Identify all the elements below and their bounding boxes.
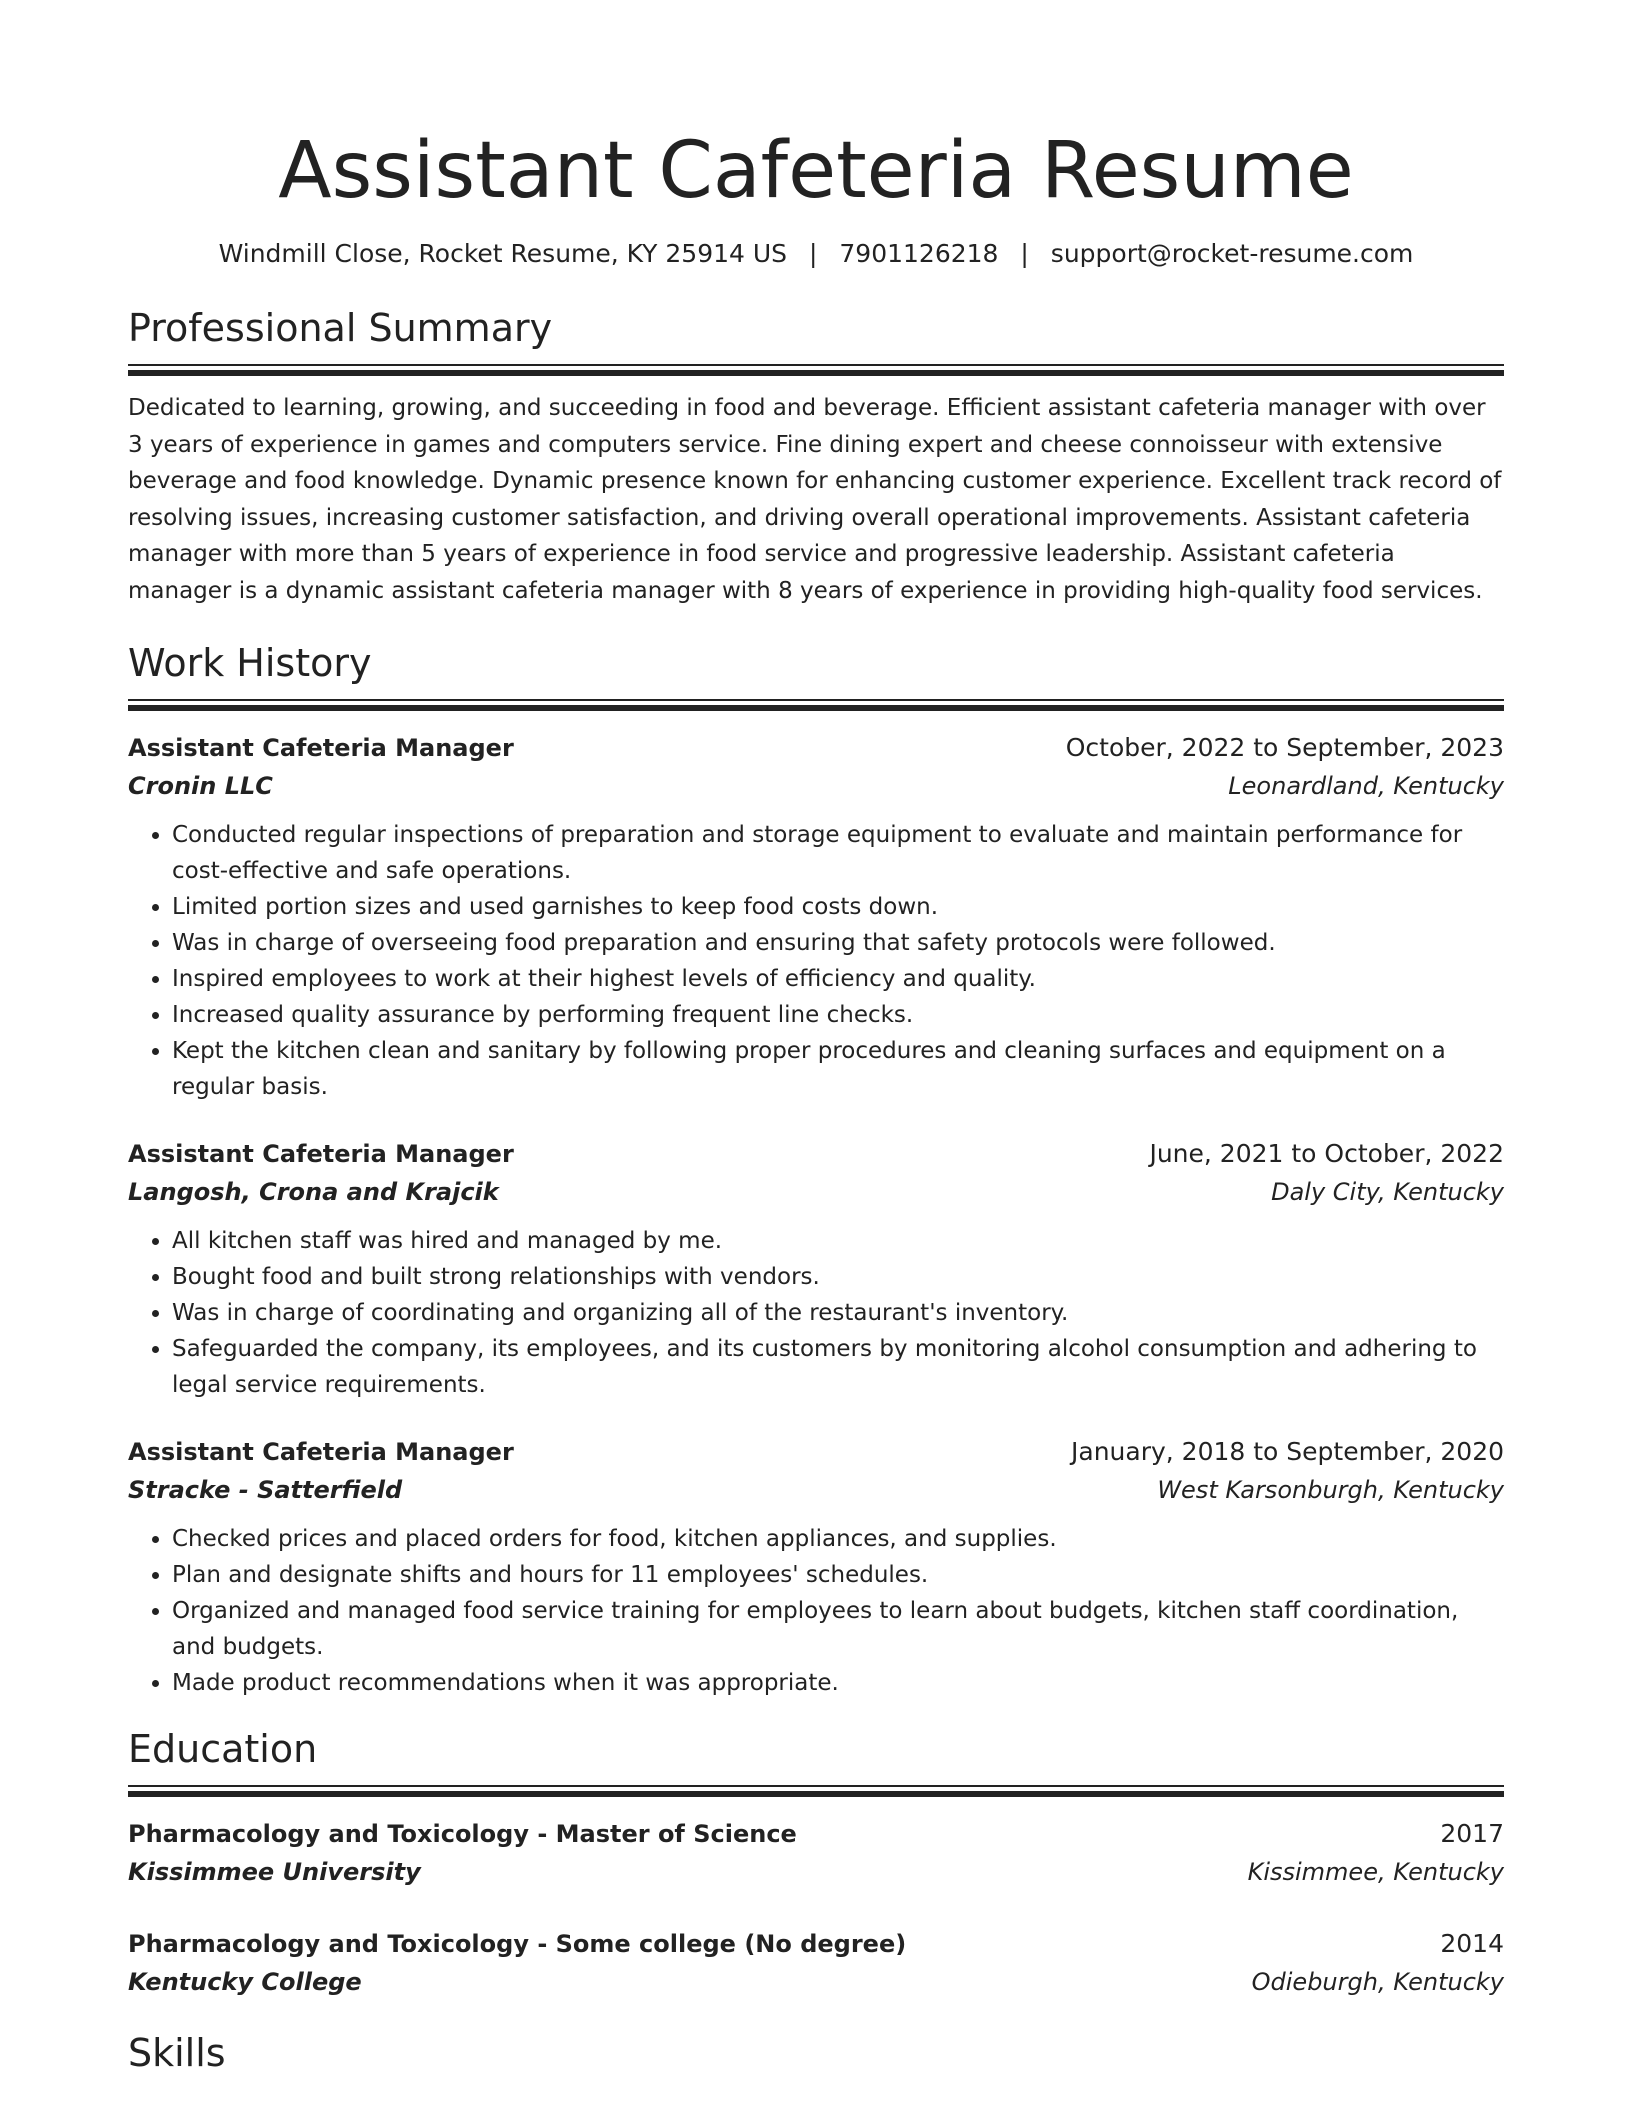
contact-separator: | bbox=[809, 239, 818, 268]
list-item: • Limited portion sizes and used garnishes to keep food costs down. bbox=[172, 889, 1504, 925]
job-title: Assistant Cafeteria Manager bbox=[128, 1140, 514, 1168]
education-subheader-row bbox=[128, 1853, 1504, 1891]
education-location: Odieburgh, Kentucky bbox=[1251, 1968, 1504, 1996]
job-title: Assistant Cafeteria Manager bbox=[128, 1438, 514, 1466]
job-header-row bbox=[128, 1433, 1504, 1471]
section-title-skills: Skills bbox=[128, 2031, 226, 2075]
job-subheader-row bbox=[128, 1471, 1504, 1509]
job-dates: October, 2022 to September, 2023 bbox=[1065, 733, 1504, 762]
contact-address: Windmill Close, Rocket Resume, KY 25914 US bbox=[218, 239, 788, 268]
job-bullets bbox=[128, 1223, 1504, 1403]
job-company: Cronin LLC bbox=[128, 772, 273, 800]
contact-email: support@rocket-resume.com bbox=[1050, 239, 1414, 268]
job-header-row bbox=[128, 1135, 1504, 1173]
job-entry bbox=[128, 1433, 1504, 1701]
list-item: • Made product recommendations when it was appropriate. bbox=[172, 1665, 1504, 1701]
job-bullets bbox=[128, 1521, 1504, 1701]
section-title-education: Education bbox=[128, 1727, 318, 1771]
summary-text: Dedicated to learning, growing, and succeeding in food and beverage. Efficient assistant cafeteria manager with over 3 years of experience in games and computers service. Fine dining expert and cheese connoisseur with extensive beverage and food knowledge. Dynamic presence known for enhancing customer experience. Excellent track record of resolving issues, increasing customer satisfaction, and driving overall operational improvements. Assistant cafeteria manager with more than 5 years of experience in food service and progressive leadership. Assistant cafeteria manager is a dynamic assistant cafeteria manager with 8 years of experience in providing high-quality food services. bbox=[128, 395, 1502, 604]
list-item: • Plan and designate shifts and hours for 11 employees' schedules. bbox=[172, 1557, 1504, 1593]
section-divider bbox=[128, 364, 1504, 376]
education-entry bbox=[128, 1925, 1504, 2001]
skills-section bbox=[128, 2029, 1504, 2077]
work-history-section bbox=[128, 639, 1504, 1701]
section-divider bbox=[128, 699, 1504, 711]
job-entry bbox=[128, 729, 1504, 1105]
list-item: • Increased quality assurance by performing frequent line checks. bbox=[172, 997, 1504, 1033]
job-bullets bbox=[128, 817, 1504, 1105]
job-location: Leonardland, Kentucky bbox=[1228, 772, 1504, 800]
list-item: • All kitchen staff was hired and managed by me. bbox=[172, 1223, 1504, 1259]
job-subheader-row bbox=[128, 1173, 1504, 1211]
education-header-row bbox=[128, 1815, 1504, 1853]
list-item: • Checked prices and placed orders for food, kitchen appliances, and supplies. bbox=[172, 1521, 1504, 1557]
list-item: • Inspired employees to work at their highest levels of efficiency and quality. bbox=[172, 961, 1504, 997]
list-item: • Bought food and built strong relationships with vendors. bbox=[172, 1259, 1504, 1295]
education-header-row bbox=[128, 1925, 1504, 1963]
education-year: 2014 bbox=[1440, 1929, 1504, 1958]
job-subheader-row bbox=[128, 767, 1504, 805]
resume-page bbox=[128, 0, 1504, 2077]
education-degree: Pharmacology and Toxicology - Master of Science bbox=[128, 1820, 797, 1848]
job-entry bbox=[128, 1135, 1504, 1403]
list-item: • Was in charge of overseeing food preparation and ensuring that safety protocols were followed. bbox=[172, 925, 1504, 961]
resume-name: Assistant Cafeteria Resume bbox=[278, 126, 1354, 216]
list-item: • Was in charge of coordinating and organizing all of the restaurant's inventory. bbox=[172, 1295, 1504, 1331]
job-dates: January, 2018 to September, 2020 bbox=[1071, 1437, 1504, 1466]
job-dates: June, 2021 to October, 2022 bbox=[1149, 1139, 1504, 1168]
list-item: • Safeguarded the company, its employees, and its customers by monitoring alcohol consumption and adhering to legal service requirements. bbox=[172, 1331, 1504, 1403]
contact-separator: | bbox=[1020, 239, 1029, 268]
list-item: • Conducted regular inspections of preparation and storage equipment to evaluate and maintain performance for cost-effective and safe operations. bbox=[172, 817, 1504, 889]
education-year: 2017 bbox=[1440, 1819, 1504, 1848]
list-item: • Organized and managed food service training for employees to learn about budgets, kitchen staff coordination, and budgets. bbox=[172, 1593, 1504, 1665]
education-section bbox=[128, 1725, 1504, 2001]
education-school: Kissimmee University bbox=[128, 1858, 421, 1886]
section-title-summary: Professional Summary bbox=[128, 306, 553, 350]
summary-section bbox=[128, 304, 1504, 609]
job-location: Daly City, Kentucky bbox=[1271, 1178, 1504, 1206]
job-header-row bbox=[128, 729, 1504, 767]
job-title: Assistant Cafeteria Manager bbox=[128, 734, 514, 762]
education-entry bbox=[128, 1815, 1504, 1891]
contact-line bbox=[128, 238, 1504, 270]
contact-phone: 7901126218 bbox=[839, 239, 999, 268]
job-company: Langosh, Crona and Krajcik bbox=[128, 1178, 499, 1206]
education-degree: Pharmacology and Toxicology - Some college (No degree) bbox=[128, 1930, 907, 1958]
education-school: Kentucky College bbox=[128, 1968, 362, 1996]
education-location: Kissimmee, Kentucky bbox=[1247, 1858, 1504, 1886]
education-subheader-row bbox=[128, 1963, 1504, 2001]
section-divider bbox=[128, 1785, 1504, 1797]
job-location: West Karsonburgh, Kentucky bbox=[1157, 1476, 1504, 1504]
section-title-work-history: Work History bbox=[128, 641, 372, 685]
list-item: • Kept the kitchen clean and sanitary by following proper procedures and cleaning surfaces and equipment on a regular basis. bbox=[172, 1033, 1504, 1105]
job-company: Stracke - Satterfield bbox=[128, 1476, 403, 1504]
